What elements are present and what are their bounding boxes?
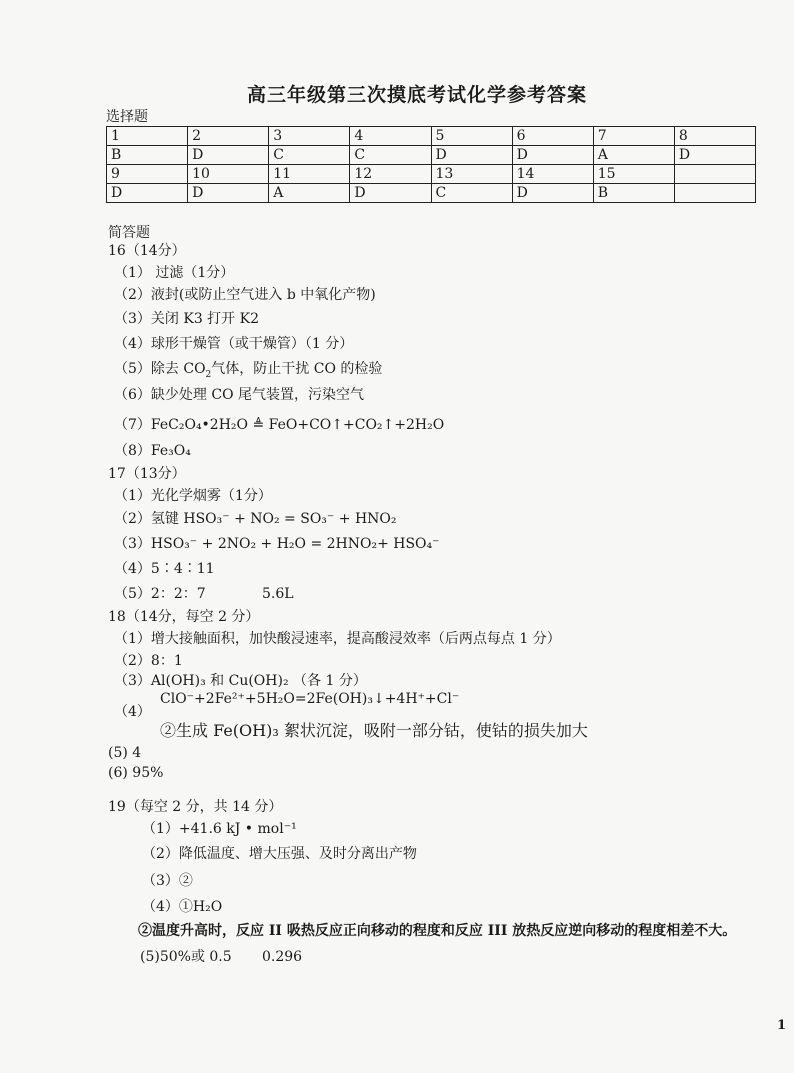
mc-table-cell: 10	[188, 165, 269, 184]
short-answer-label: 简答题	[108, 225, 150, 241]
mc-table-cell: D	[350, 184, 431, 203]
mc-table-cell: 2	[188, 127, 269, 146]
mc-table-cell: D	[674, 146, 755, 165]
mc-table-cell: 15	[593, 165, 674, 184]
q19-heading: 19（每空 2 分，共 14 分）	[108, 799, 283, 815]
q18-answer-4-label: （4）	[114, 704, 151, 720]
mc-table-cell: C	[350, 146, 431, 165]
mc-section-label: 选择题	[106, 109, 148, 125]
mc-table-cell: D	[512, 184, 593, 203]
mc-table-cell: B	[593, 184, 674, 203]
q16-answer-5	[114, 360, 382, 378]
mc-table-cell: 13	[431, 165, 512, 184]
mc-table-cell: C	[431, 184, 512, 203]
mc-table-row	[107, 165, 756, 184]
q17-answer-1: （1）光化学烟雾（1分）	[114, 488, 272, 504]
q18-answer-2: （2）8：1	[114, 653, 183, 669]
q17-heading: 17（13分）	[108, 466, 186, 482]
q19-answer-3: （3）②	[142, 873, 193, 889]
q19-answer-5-value: 0.296	[262, 949, 303, 965]
q18-heading: 18（14分，每空 2 分）	[108, 609, 260, 625]
q16-answer-1: （1） 过滤（1分）	[114, 265, 235, 281]
q18-answer-4-part2: ②生成 Fe(OH)₃ 絮状沉淀，吸附一部分钴，使钴的损失加大	[160, 721, 588, 740]
q17-answer-5: （5）2：2：7	[114, 586, 206, 602]
mc-table-cell: 8	[674, 127, 755, 146]
mc-table-cell	[674, 165, 755, 184]
q16-heading: 16（14分）	[108, 243, 186, 259]
q16-answer-7: （7）FeC₂O₄•2H₂O ≜ FeO+CO↑+CO₂↑+2H₂O	[114, 417, 445, 433]
q16-answer-5-post: 气体，防止干扰 CO 的检验	[211, 361, 383, 377]
multiple-choice-table	[106, 126, 756, 203]
mc-table-cell: A	[269, 184, 350, 203]
page-title: 高三年级第三次摸底考试化学参考答案	[246, 84, 587, 106]
mc-table-cell: 12	[350, 165, 431, 184]
mc-table-row	[107, 127, 756, 146]
mc-table-row	[107, 184, 756, 203]
q18-answer-4-equation: ClO⁻+2Fe²⁺+5H₂O=2Fe(OH)₃↓+4H⁺+Cl⁻	[160, 691, 460, 707]
mc-table-cell: D	[188, 184, 269, 203]
q16-answer-2: （2）液封(或防止空气进入 b 中氧化产物)	[114, 287, 376, 303]
mc-table-cell: 5	[431, 127, 512, 146]
q16-answer-5-sub: 2	[205, 369, 212, 380]
q16-answer-6: （6）缺少处理 CO 尾气装置，污染空气	[114, 387, 364, 403]
q18-answer-6: (6) 95%	[108, 765, 164, 781]
mc-table-row	[107, 146, 756, 165]
mc-table-cell: 3	[269, 127, 350, 146]
q18-answer-5: (5) 4	[108, 745, 142, 761]
q17-answer-4: （4）5∶4∶11	[114, 561, 215, 577]
q19-answer-2: （2）降低温度、增大压强、及时分离出产物	[142, 846, 417, 862]
q16-answer-4: （4）球形干燥管（或干燥管）（1 分）	[114, 336, 354, 352]
mc-table-cell: 14	[512, 165, 593, 184]
mc-table-cell: D	[188, 146, 269, 165]
q17-answer-5-volume: 5.6L	[262, 586, 294, 602]
mc-table-cell: 7	[593, 127, 674, 146]
q18-answer-1: （1）增大接触面积，加快酸浸速率，提高酸浸效率（后两点每点 1 分）	[114, 631, 561, 647]
q19-answer-1: （1）+41.6 kJ • mol⁻¹	[142, 821, 297, 837]
q18-answer-3: （3）Al(OH)₃ 和 Cu(OH)₂ （各 1 分）	[114, 673, 367, 689]
q17-answer-2: （2）氢键 HSO₃⁻ + NO₂ = SO₃⁻ + HNO₂	[114, 511, 397, 527]
mc-table-cell	[674, 184, 755, 203]
page-number: 1	[776, 1018, 786, 1033]
q16-answer-8: （8）Fe₃O₄	[114, 443, 191, 459]
mc-table-cell: D	[431, 146, 512, 165]
q19-answer-5: (5)50%或 0.5	[140, 949, 232, 965]
mc-table-cell: 4	[350, 127, 431, 146]
mc-table-cell: 1	[107, 127, 188, 146]
q19-answer-4-part2: ②温度升高时，反应 II 吸热反应正向移动的程度和反应 III 放热反应逆向移动的程度相差不大。	[138, 923, 737, 939]
q16-answer-5-pre: （5）除去 CO	[114, 361, 206, 377]
q19-answer-4: （4）①H₂O	[142, 899, 223, 915]
mc-table-cell: C	[269, 146, 350, 165]
q17-answer-3: （3）HSO₃⁻ + 2NO₂ + H₂O = 2HNO₂+ HSO₄⁻	[114, 536, 440, 552]
mc-table-cell: 11	[269, 165, 350, 184]
mc-table-cell: B	[107, 146, 188, 165]
mc-table-cell: 6	[512, 127, 593, 146]
q16-answer-3: （3）关闭 K3 打开 K2	[114, 311, 259, 327]
mc-table-cell: D	[512, 146, 593, 165]
mc-table-cell: A	[593, 146, 674, 165]
mc-table-cell: D	[107, 184, 188, 203]
mc-table-cell: 9	[107, 165, 188, 184]
